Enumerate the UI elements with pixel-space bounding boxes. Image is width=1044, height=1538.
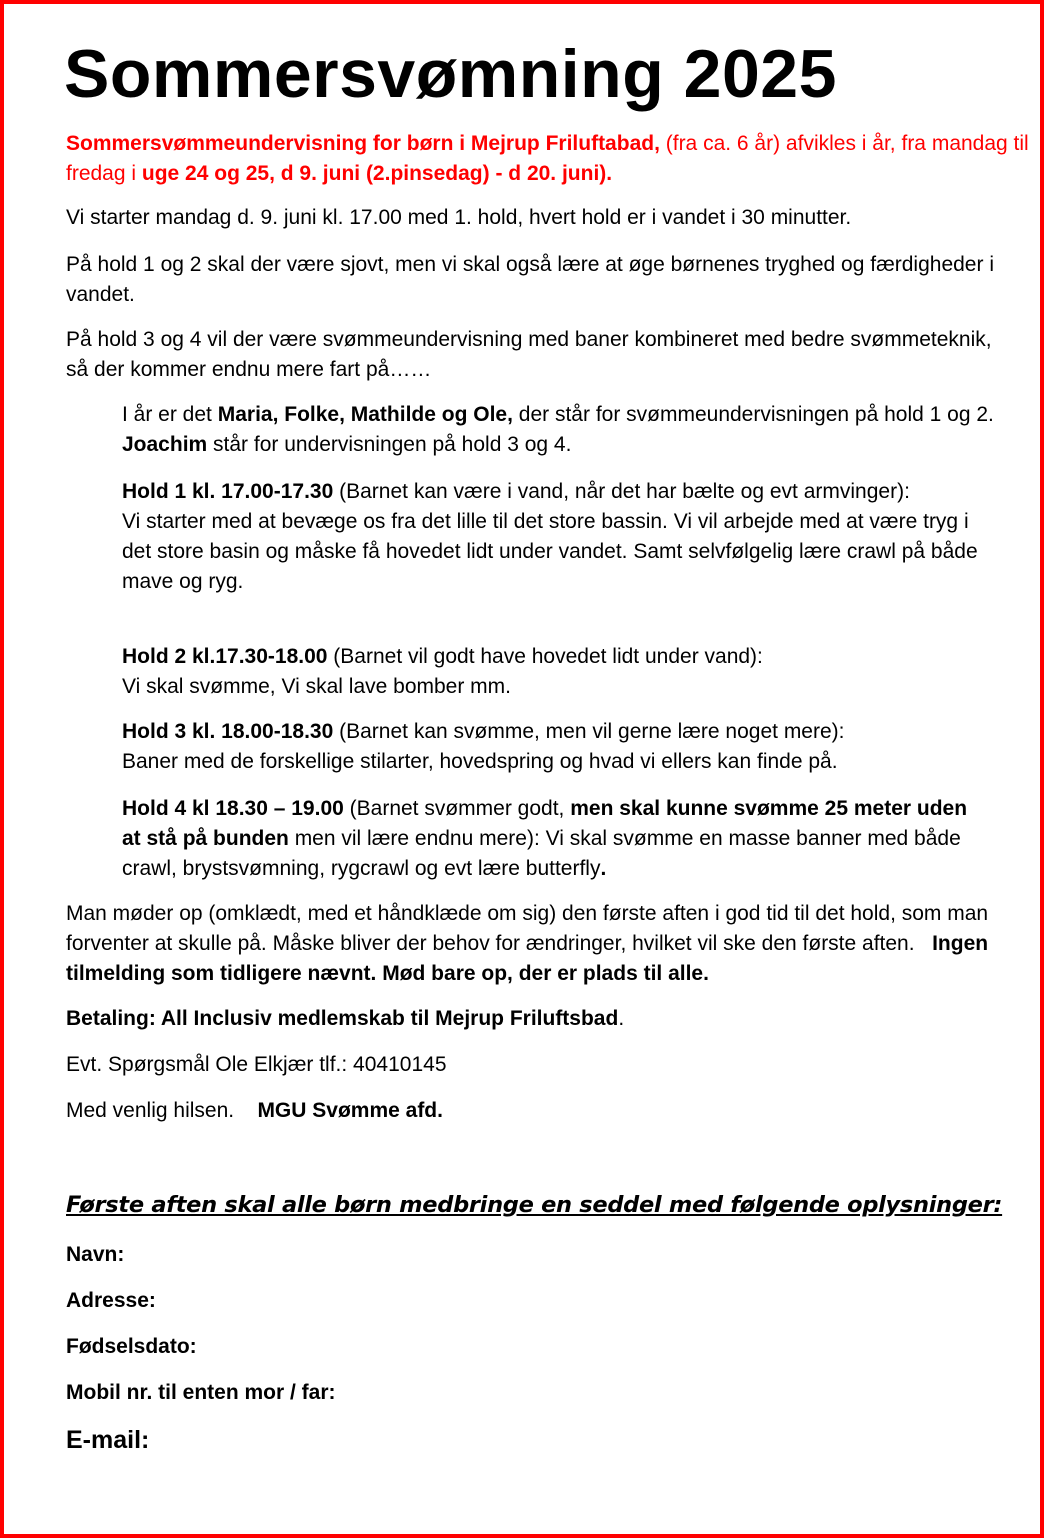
meet-paragraph (66, 899, 1031, 989)
intro-dates: uge 24 og 25, d 9. juni (2.pinsedag) - d 20. juni). (141, 162, 613, 185)
field-email-label: E-mail: (66, 1426, 150, 1454)
hold-3-section (122, 717, 1002, 777)
field-address-label: Adresse: (66, 1289, 156, 1312)
hold-3-requirement: (Barnet kan svømme, men vil gerne lære noget mere): (333, 720, 845, 743)
page-title: Sommersvømning 2025 (64, 36, 837, 112)
meet-text: Man møder op (omklædt, med et håndklæde om sig) den første aften i god tid til det hold, som man forventer at skulle på. Måske bliver der behov for ændringer, hvilket vil ske den første aften. (66, 902, 989, 955)
field-mobile-label: Mobil nr. til enten mor / far: (66, 1381, 336, 1404)
instructor-joachim: Joachim (122, 433, 208, 456)
hold-1-requirement: (Barnet kan være i vand, når det har bælte og evt armvinger): (333, 480, 910, 503)
hold-3-time: Hold 3 kl. 18.00-18.30 (122, 720, 334, 743)
hold-1-description: Vi starter med at bevæge os fra det lille til det store bassin. Vi vil arbejde med at være tryg i det store basin og måske få hovedet lidt under vandet. Samt selvfølgelig lære crawl på både mave og ryg. (122, 510, 978, 593)
greeting-signature: MGU Svømme afd. (257, 1099, 443, 1122)
instructors-text-3: står for undervisningen på hold 3 og 4. (207, 433, 572, 456)
hold-4-section (122, 794, 982, 884)
hold-4-requirement: (Barnet svømmer godt, (343, 797, 571, 820)
hold-1-time: Hold 1 kl. 17.00-17.30 (122, 480, 334, 503)
start-paragraph: Vi starter mandag d. 9. juni kl. 17.00 med 1. hold, hvert hold er i vandet i 30 minutter. (66, 206, 852, 229)
hold-3-4-paragraph: På hold 3 og 4 vil der være svømmeundervisning med baner kombineret med bedre svømmeteknik, så der kommer endnu mere fart på…… (66, 328, 992, 381)
form-heading: Første aften skal alle børn medbringe en seddel med følgende oplysninger: (66, 1192, 1003, 1218)
intro-bold: Sommersvømmeundervisning for børn i Mejrup Friluftabad, (66, 132, 660, 155)
greeting-line (66, 1096, 443, 1126)
hold-3-description: Baner med de forskellige stilarter, hovedspring og hvad vi ellers kan finde på. (122, 750, 838, 773)
intro-paragraph (66, 129, 1036, 189)
hold-4-period: . (600, 857, 607, 880)
hold-4-description: men vil lære endnu mere): Vi skal svømme en masse banner med både crawl, brystsvømning, rygcrawl og evt lære butterfly (122, 827, 961, 880)
field-birthdate-label: Fødselsdato: (66, 1335, 197, 1358)
intro-text: (fra ca. 6 år) afvikles i år, fra mandag til fredag i (66, 132, 1029, 185)
hold-2-time: Hold 2 kl.17.30-18.00 (122, 645, 328, 668)
hold-3-heading (122, 717, 1002, 747)
hold-2-description: Vi skal svømme, Vi skal lave bomber mm. (122, 675, 511, 698)
hold-2-requirement: (Barnet vil godt have hovedet lidt under vand): (327, 645, 763, 668)
instructors-names: Maria, Folke, Mathilde og Ole, (217, 403, 513, 426)
payment-text: Betaling: All Inclusiv medlemskab til Mejrup Friluftsbad (66, 1007, 619, 1030)
hold-1-heading (122, 477, 982, 507)
questions-line: Evt. Spørgsmål Ole Elkjær tlf.: 40410145 (66, 1053, 447, 1076)
instructors-paragraph (122, 400, 1002, 460)
hold-1-section (122, 477, 982, 597)
payment-line (66, 1004, 624, 1034)
instructors-text-2: der står for svømmeundervisningen på hold 1 og 2. (512, 403, 994, 426)
field-name-label: Navn: (66, 1243, 125, 1266)
hold-1-2-paragraph: På hold 1 og 2 skal der være sjovt, men vi skal også lære at øge børnenes tryghed og færdigheder i vandet. (66, 253, 994, 306)
payment-dot: . (618, 1007, 625, 1030)
instructors-text-1: I år er det (122, 403, 218, 426)
hold-4-time: Hold 4 kl 18.30 – 19.00 (122, 797, 344, 820)
greeting-text: Med venlig hilsen. (66, 1099, 235, 1122)
hold-2-section (122, 642, 1002, 702)
hold-2-heading (122, 642, 1002, 672)
hold-4-requirement-bold: men skal kunne svømme 25 meter uden at stå på bunden (122, 797, 968, 850)
meet-no-registration: Ingen tilmelding som tidligere nævnt. Mød bare op, der er plads til alle. (66, 932, 989, 985)
